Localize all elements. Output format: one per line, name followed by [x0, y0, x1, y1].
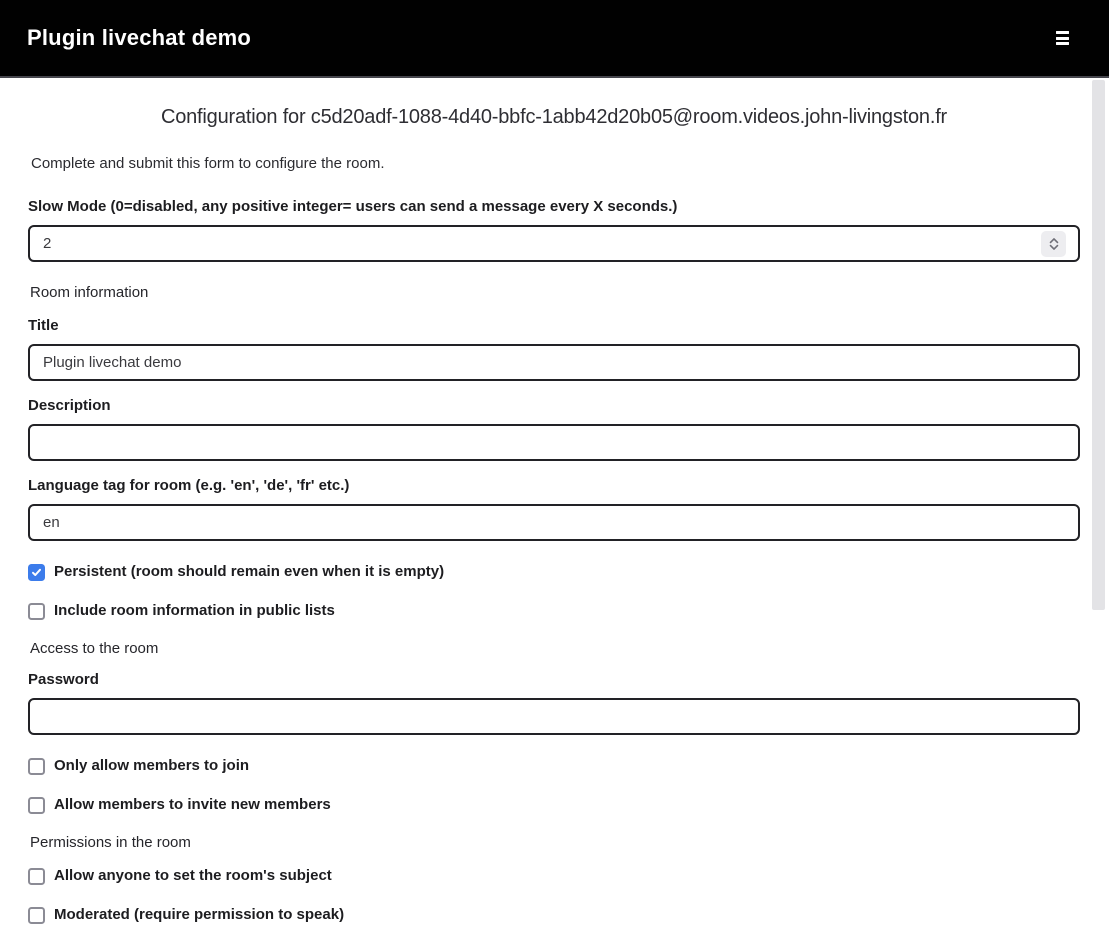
language-label: Language tag for room (e.g. 'en', 'de', 'fr' etc.) — [28, 477, 350, 494]
description-field-wrap — [28, 424, 1080, 461]
moderated-checkbox-row[interactable] — [28, 906, 1080, 924]
change-subject-checkbox[interactable] — [28, 868, 45, 885]
allow-invites-checkbox-row[interactable] — [28, 796, 1080, 814]
section-permissions: Permissions in the room — [30, 834, 191, 851]
slow-mode-field-wrap — [28, 225, 1080, 262]
persistent-label: Persistent (room should remain even when it is empty) — [54, 563, 445, 580]
description-input[interactable] — [28, 424, 1080, 461]
title-field-wrap — [28, 344, 1080, 381]
public-list-label: Include room information in public lists — [54, 602, 335, 619]
allow-invites-label: Allow members to invite new members — [54, 796, 331, 813]
scrollbar-track[interactable] — [1092, 80, 1105, 938]
public-list-checkbox[interactable] — [28, 603, 45, 620]
persistent-checkbox-row[interactable] — [28, 563, 1080, 581]
section-room-information: Room information — [30, 284, 149, 301]
members-only-checkbox[interactable] — [28, 758, 45, 775]
title-label: Title — [28, 317, 59, 334]
page-title: Configuration for c5d20adf-1088-4d40-bbfc-1abb42d20b05@room.videos.john-livingston.fr — [160, 106, 948, 128]
persistent-checkbox[interactable] — [28, 564, 45, 581]
language-input[interactable] — [28, 504, 1080, 541]
public-list-checkbox-row[interactable] — [28, 602, 1080, 620]
number-stepper-icon[interactable] — [1041, 231, 1066, 257]
moderated-checkbox[interactable] — [28, 907, 45, 924]
checkmark-icon — [31, 567, 42, 578]
moderated-label: Moderated (require permission to speak) — [54, 906, 345, 923]
password-input[interactable] — [28, 698, 1080, 735]
section-access: Access to the room — [30, 640, 159, 657]
room-config-form — [0, 106, 1109, 924]
allow-invites-checkbox[interactable] — [28, 797, 45, 814]
scrollbar-thumb[interactable] — [1092, 80, 1105, 610]
app-title: Plugin livechat demo — [27, 25, 252, 50]
members-only-checkbox-row[interactable] — [28, 757, 1080, 775]
slow-mode-input[interactable] — [28, 225, 1080, 262]
slow-mode-label: Slow Mode (0=disabled, any positive integer= users can send a message every X seconds.) — [28, 198, 678, 215]
password-field-wrap — [28, 698, 1080, 735]
description-label: Description — [28, 397, 111, 414]
change-subject-label: Allow anyone to set the room's subject — [54, 867, 332, 884]
members-only-label: Only allow members to join — [54, 757, 250, 774]
hamburger-menu-icon[interactable] — [1054, 27, 1071, 49]
change-subject-checkbox-row[interactable] — [28, 867, 1080, 885]
password-label: Password — [28, 671, 99, 688]
app-header — [0, 0, 1109, 78]
form-instructions: Complete and submit this form to configure the room. — [31, 155, 385, 172]
language-field-wrap — [28, 504, 1080, 541]
title-input[interactable] — [28, 344, 1080, 381]
